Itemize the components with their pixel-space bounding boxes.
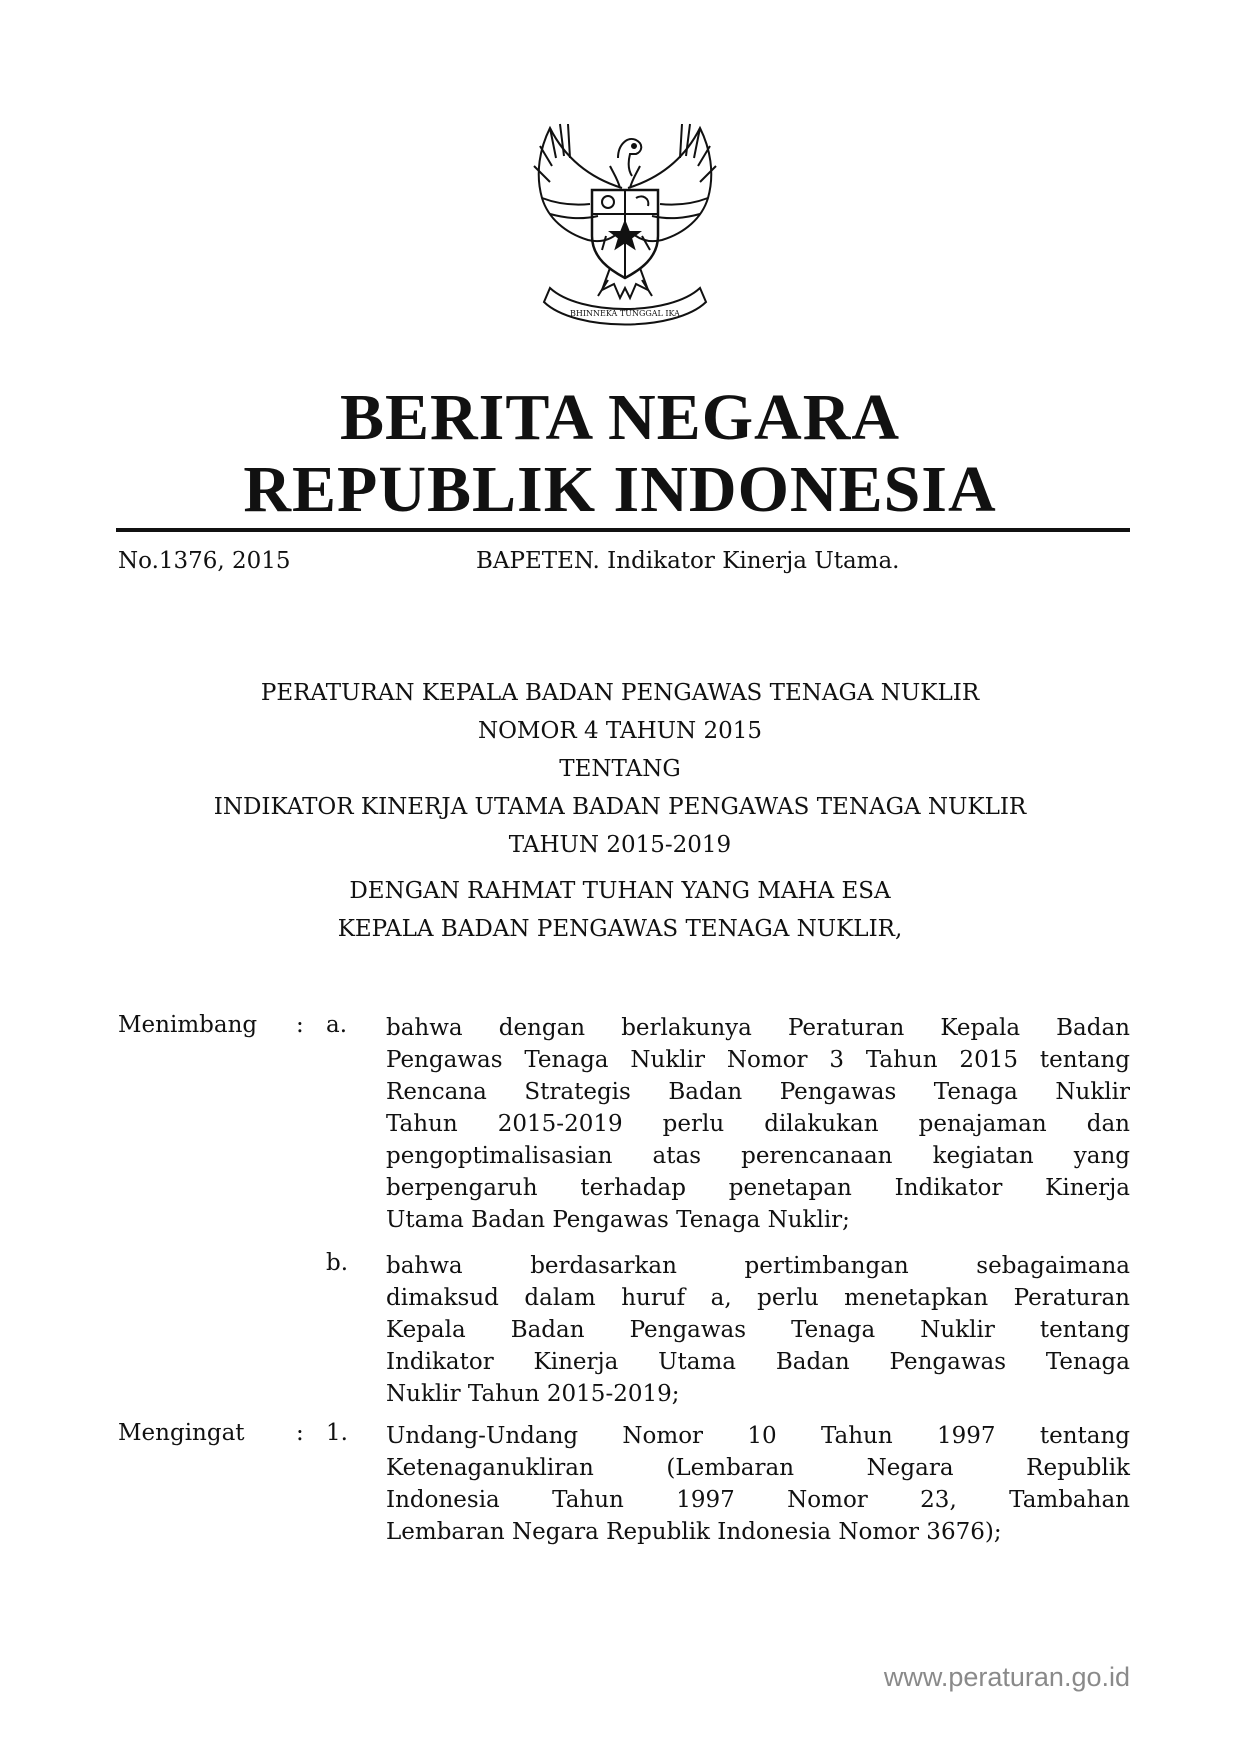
mengingat-item-1 (386, 1420, 1130, 1548)
text-line: bahwa dengan berlakunya Peraturan Kepala Badan (386, 1015, 1130, 1041)
regulation-title-line: PERATURAN KEPALA BADAN PENGAWAS TENAGA NUKLIR (260, 680, 980, 706)
text-line: Pengawas Tenaga Nuklir Nomor 3 Tahun 2015 tentang (386, 1047, 1130, 1073)
text-line: Lembaran Negara Republik Indonesia Nomor 3676); (386, 1519, 1002, 1545)
masthead-line-2: REPUBLIK INDONESIA (243, 453, 997, 526)
gazette-subject: BAPETEN. Indikator Kinerja Utama. (476, 548, 900, 574)
menimbang-label: Menimbang (118, 1012, 258, 1038)
garuda-emblem-icon (510, 118, 740, 338)
regulation-number-line: NOMOR 4 TAHUN 2015 (477, 718, 763, 744)
preamble-line-1: DENGAN RAHMAT TUHAN YANG MAHA ESA (349, 878, 891, 904)
svg-text:BHINNEKA TUNGGAL IKA: BHINNEKA TUNGGAL IKA (570, 309, 680, 318)
text-line: Ketenaganukliran (Lembaran Negara Republik (386, 1455, 1130, 1481)
preamble-line-2: KEPALA BADAN PENGAWAS TENAGA NUKLIR, (337, 916, 903, 942)
text-line: Utama Badan Pengawas Tenaga Nuklir; (386, 1207, 850, 1233)
text-line: Indikator Kinerja Utama Badan Pengawas Tenaga (386, 1349, 1130, 1375)
mengingat-marker-1: 1. (326, 1420, 348, 1446)
text-line: bahwa berdasarkan pertimbangan sebagaimana (386, 1253, 1130, 1279)
masthead-divider (116, 528, 1130, 532)
regulation-tentang: TENTANG (559, 756, 681, 782)
text-line: berpengaruh terhadap penetapan Indikator Kinerja (386, 1175, 1130, 1201)
source-url: www.peraturan.go.id (883, 1662, 1130, 1692)
text-line: Indonesia Tahun 1997 Nomor 23, Tambahan (386, 1487, 1130, 1513)
text-line: Kepala Badan Pengawas Tenaga Nuklir tentang (386, 1317, 1130, 1343)
text-line: pengoptimalisasian atas perencanaan kegiatan yang (386, 1143, 1130, 1169)
mengingat-colon: : (296, 1420, 304, 1446)
regulation-subject-line: INDIKATOR KINERJA UTAMA BADAN PENGAWAS TENAGA NUKLIR (213, 794, 1027, 820)
masthead-line-1: BERITA NEGARA (339, 381, 901, 454)
text-line: Nuklir Tahun 2015-2019; (386, 1381, 680, 1407)
menimbang-marker-b: b. (326, 1250, 349, 1276)
menimbang-colon: : (296, 1012, 304, 1038)
text-line: Tahun 2015-2019 perlu dilakukan penajaman dan (386, 1111, 1130, 1137)
text-line: Undang-Undang Nomor 10 Tahun 1997 tentang (386, 1423, 1130, 1449)
gazette-number: No.1376, 2015 (118, 548, 291, 574)
regulation-year-line: TAHUN 2015-2019 (508, 832, 732, 858)
menimbang-item-a (386, 1012, 1130, 1236)
mengingat-label: Mengingat (118, 1420, 245, 1446)
menimbang-item-b (386, 1250, 1130, 1410)
text-line: dimaksud dalam huruf a, perlu menetapkan Peraturan (386, 1285, 1130, 1311)
menimbang-marker-a: a. (326, 1012, 348, 1038)
text-line: Rencana Strategis Badan Pengawas Tenaga Nuklir (386, 1079, 1130, 1105)
